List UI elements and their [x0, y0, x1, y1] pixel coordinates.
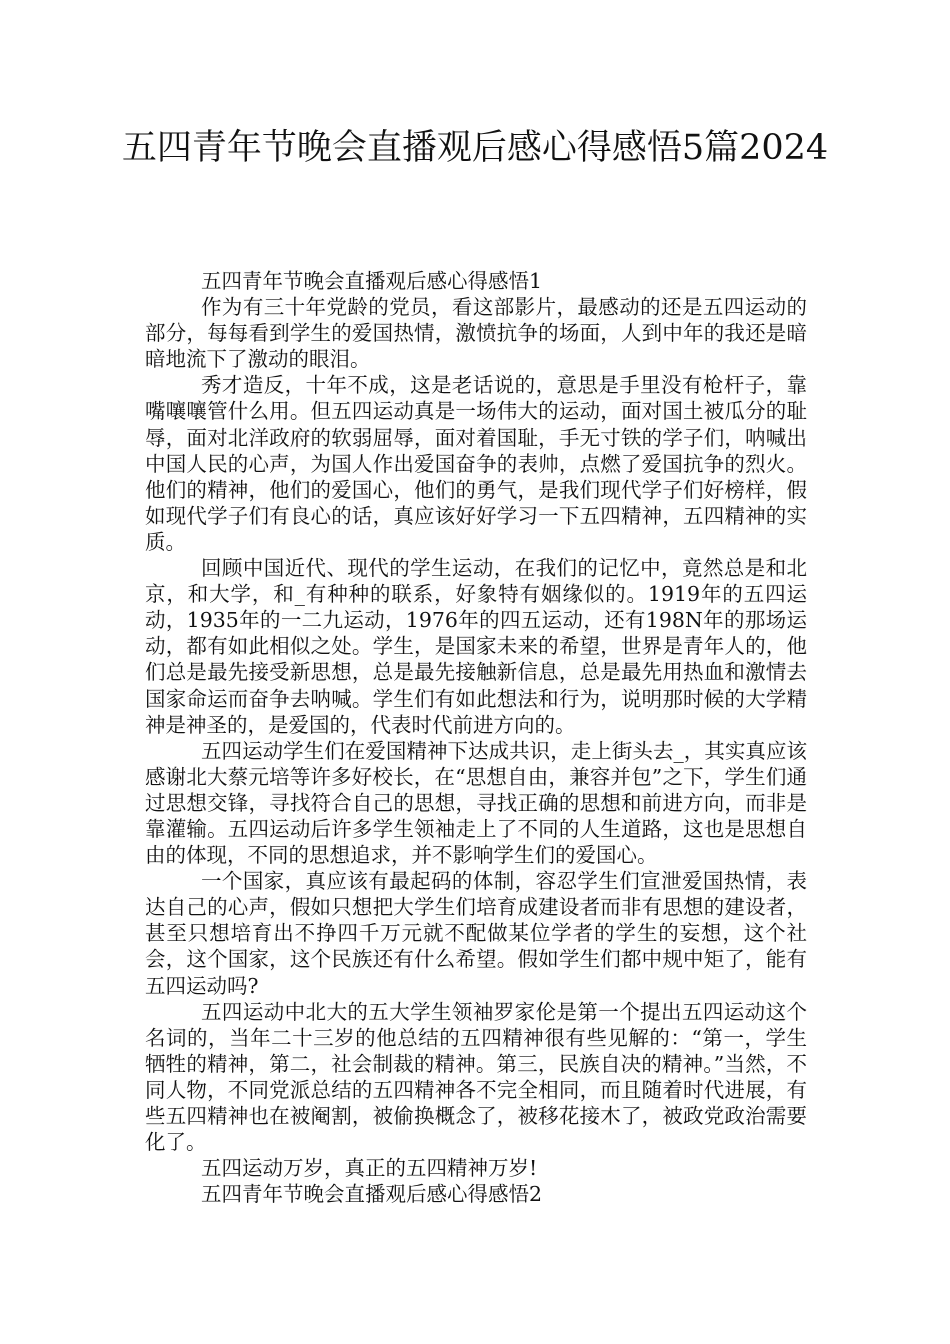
body-paragraph: 秀才造反，十年不成，这是老话说的，意思是手里没有枪杆子，靠嘴嚷嚷管什么用。但五四运动真是一场伟大的运动，面对国土被瓜分的耻辱，面对北洋政府的软弱屈辱，面对着国耻，手无寸铁的学子们，呐喊出中国人民的心声，为国人作出爱国奋争的表帅，点燃了爱国抗争的烈火。他们的精神，他们的爱国心，他们的勇气，是我们现代学子们好榜样，假如现代学子们有良心的话，真应该好好学习一下五四精神，五四精神的实质。 [145, 373, 807, 554]
body-paragraph: 回顾中国近代、现代的学生运动，在我们的记忆中，竟然总是和北京，和大学，和_有种种的联系，好象特有姻缘似的。1919年的五四运动，1935年的一二九运动，1976年的四五运动，还有198N年的那场运动，都有如此相似之处。学生，是国家未来的希望，世界是青年人的，他们总是最先接受新思想，总是最先接触新信息，总是最先用热血和激情去国家命运而奋争去呐喊。学生们有如此想法和行为，说明那时候的大学精神是神圣的，是爱国的，代表时代前进方向的。 [145, 556, 807, 737]
body-paragraph: 一个国家，真应该有最起码的体制，容忍学生们宣泄爱国热情，表达自己的心声，假如只想把大学生们培育成建设者而非有思想的建设者，甚至只想培育出不挣四千万元就不配做某位学者的学生的妄想，这个社会，这个国家，这个民族还有什么希望。假如学生们都中规中矩了，能有五四运动吗? [145, 869, 807, 998]
body-paragraph: 五四运动中北大的五大学生领袖罗家伦是第一个提出五四运动这个名词的，当年二十三岁的他总结的五四精神很有些见解的：“第一，学生牺牲的精神，第二，社会制裁的精神。第三，民族自决的精神。”当然，不同人物，不同党派总结的五四精神各不完全相同，而且随着时代进展，有些五四精神也在被阉割，被偷换概念了，被移花接木了，被政党政治需要化了。 [145, 999, 807, 1155]
body-paragraph: 五四运动学生们在爱国精神下达成共识，走上街头去_，其实真应该感谢北大蔡元培等许多好校长，在“思想自由，兼容并包”之下，学生们通过思想交锋，寻找符合自己的思想，寻找正确的思想和前进方向，而非是靠灌输。五四运动后许多学生领袖走上了不同的人生道路，这也是思想自由的体现，不同的思想追求，并不影响学生们的爱国心。 [145, 738, 807, 868]
document-body [145, 268, 807, 1207]
body-paragraph: 作为有三十年党龄的党员，看这部影片，最感动的还是五四运动的部分，每每看到学生的爱国热情，激愤抗争的场面，人到中年的我还是暗暗地流下了激动的眼泪。 [145, 295, 807, 372]
section-heading-1: 五四青年节晚会直播观后感心得感悟1 [201, 269, 543, 293]
body-paragraph: 五四运动万岁，真正的五四精神万岁! [201, 1156, 538, 1181]
section-heading-2: 五四青年节晚会直播观后感心得感悟2 [201, 1182, 543, 1207]
document-title: 五四青年节晚会直播观后感心得感悟5篇2024 [121, 128, 829, 168]
